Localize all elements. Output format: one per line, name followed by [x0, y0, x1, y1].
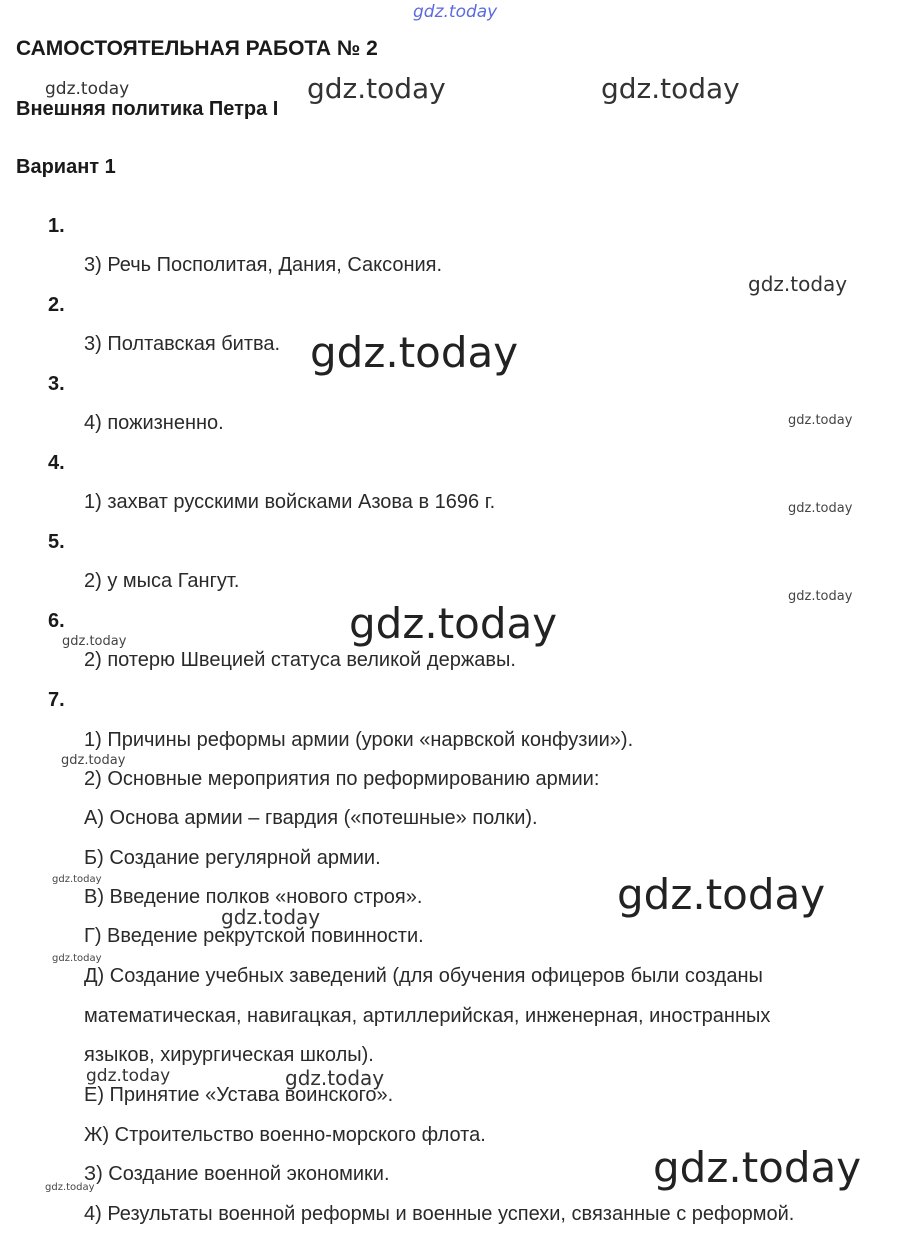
question-number: 7. — [48, 689, 65, 711]
watermark-text: gdz.today — [86, 1066, 171, 1086]
question-number: 6. — [48, 610, 65, 632]
q7-line: Б) Создание регулярной армии. — [84, 847, 381, 869]
question-answer: 2) у мыса Гангут. — [84, 570, 240, 592]
watermark-text: gdz.today — [413, 2, 498, 22]
question-answer: 1) захват русскими войсками Азова в 1696 г. — [84, 491, 496, 513]
q7-line: З) Создание военной экономики. — [84, 1163, 390, 1185]
watermark-text: gdz.today — [221, 905, 321, 929]
q7-line: 4) Результаты военной реформы и военные успехи, связанные с реформой. — [84, 1203, 795, 1225]
question-number: 2. — [48, 294, 65, 316]
question-number: 3. — [48, 373, 65, 395]
watermark-text: gdz.today — [601, 72, 740, 105]
watermark-text: gdz.today — [61, 753, 126, 768]
watermark-text: gdz.today — [349, 599, 558, 648]
watermark-text: gdz.today — [52, 874, 102, 885]
watermark-text: gdz.today — [788, 589, 853, 604]
question-number: 1. — [48, 215, 65, 237]
watermark-text: gdz.today — [617, 870, 826, 919]
q7-line: Е) Принятие «Устава воинского». — [84, 1084, 394, 1106]
q7-line: 2) Основные мероприятия по реформированию армии: — [84, 768, 600, 790]
question-answer: 3) Полтавская битва. — [84, 333, 281, 355]
watermark-text: gdz.today — [748, 272, 848, 296]
question-answer: 4) пожизненно. — [84, 412, 224, 434]
variant-heading: Вариант 1 — [16, 156, 116, 178]
q7-line: математическая, навигацкая, артиллерийская, инженерная, иностранных — [84, 1005, 771, 1027]
watermark-text: gdz.today — [788, 501, 853, 516]
watermark-text: gdz.today — [45, 1182, 95, 1193]
watermark-text: gdz.today — [310, 328, 519, 377]
q7-line: языков, хирургическая школы). — [84, 1044, 374, 1066]
page-title: САМОСТОЯТЕЛЬНАЯ РАБОТА № 2 — [16, 37, 378, 60]
q7-line: Д) Создание учебных заведений (для обучения офицеров были созданы — [84, 965, 763, 987]
question-answer: 3) Речь Посполитая, Дания, Саксония. — [84, 254, 443, 276]
watermark-text: gdz.today — [62, 634, 127, 649]
q7-line: Ж) Строительство военно-морского флота. — [84, 1124, 486, 1146]
watermark-text: gdz.today — [653, 1143, 862, 1192]
q7-line: А) Основа армии – гвардия («потешные» полки). — [84, 807, 538, 829]
watermark-text: gdz.today — [52, 953, 102, 964]
watermark-text: gdz.today — [788, 413, 853, 428]
q7-line: 1) Причины реформы армии (уроки «нарвской конфузии»). — [84, 729, 634, 751]
page-subtitle: Внешняя политика Петра I — [16, 98, 279, 120]
watermark-text: gdz.today — [285, 1066, 385, 1090]
question-answer: 2) потерю Швецией статуса великой державы. — [84, 649, 516, 671]
watermark-text: gdz.today — [45, 79, 130, 99]
question-number: 5. — [48, 531, 65, 553]
q7-line: В) Введение полков «нового строя». — [84, 886, 423, 908]
q7-line: Г) Введение рекрутской повинности. — [84, 925, 424, 947]
question-number: 4. — [48, 452, 65, 474]
watermark-text: gdz.today — [307, 72, 446, 105]
